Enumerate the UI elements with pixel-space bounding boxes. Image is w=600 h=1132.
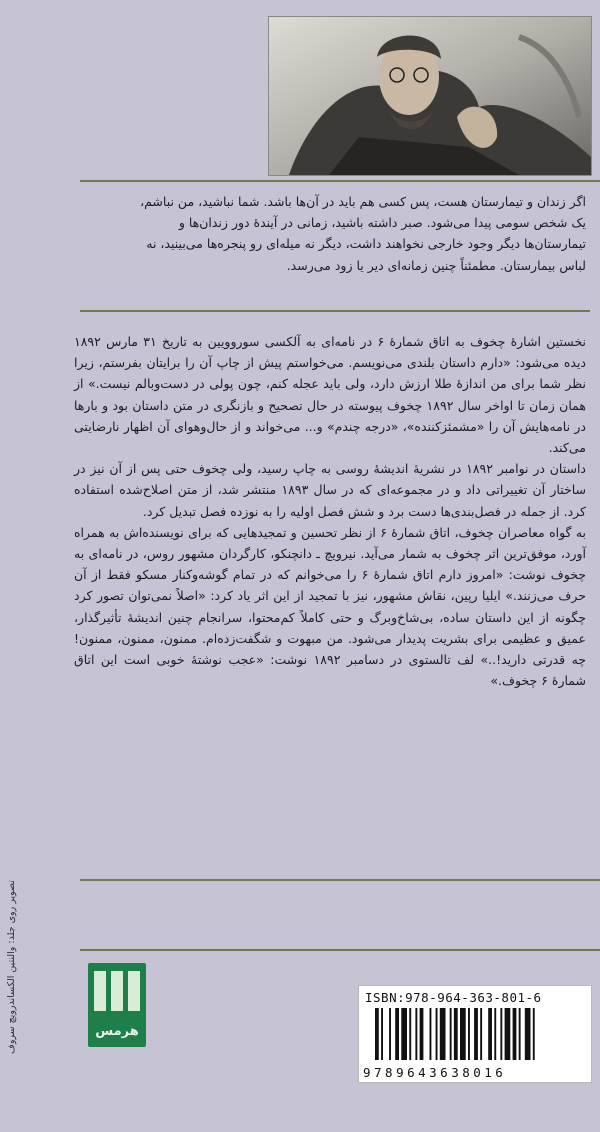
author-portrait (268, 16, 592, 176)
divider-lower (80, 879, 600, 881)
quote-line: یک شخص سومی پیدا می‌شود. صبر داشته باشید، زمانی در آیندهٔ دور زندان‌ها و (178, 215, 586, 231)
publisher-name: هرمس (95, 1024, 139, 1039)
divider-bottom (80, 949, 600, 951)
publisher-logo-icon (88, 963, 146, 1047)
quote-line: اگر زندان و تیمارستان هست، پس کسی هم باید در آن‌ها باشد. شما نباشید، من نباشم، (140, 194, 586, 209)
quote-line: لباس بیمارستان. مطمئناً چنین زمانه‌ای دیر یا زود می‌رسد. (286, 257, 586, 273)
description-block (74, 331, 586, 691)
cover-credit: تصویر روی جلد: والنتین الکساندرویچ سروف (6, 880, 17, 1054)
barcode-digits: 9789643638016 (363, 1065, 507, 1080)
portrait-illustration-icon (269, 17, 591, 175)
divider-middle (80, 310, 590, 312)
isbn-barcode (358, 985, 592, 1083)
quote-line: تیمارستان‌ها دیگر وجود خارجی نخواهند داشت، دیگر نه میله‌ای رو پنجره‌ها می‌بینید، نه (146, 236, 586, 252)
divider-top (80, 180, 600, 182)
paragraph: به گواه معاصران چخوف، اتاق شمارهٔ ۶ از نظر تحسین و تمجیدهایی که برای نویسنده‌اش به همراه آورد، موفق‌ترین اثر چخوف به شمار می‌آید. نیرویچ ـ دانچنکو، کارگردان مشهور روس، در نامه‌ای به چخوف نوشت: «امروز دارم اتاق شمارهٔ ۶ را می‌خوانم که در تمام گوشه‌وکنار مسکو فقط از آن حرف می‌زنند.» ایلیا رپین، نقاش مشهور، نیز با تمجید از این اثر یاد کرد: «اصلاً نمی‌توان تصور کرد چگونه از این داستان ساده، بی‌شاخ‌وبرگ و حتی کاملاً کم‌محتوا، سرانجام چنین اندیشهٔ تأثیرگذار، عمیق و عظیمی برای بشریت پدیدار می‌شود. من مبهوت و شگفت‌زده‌ام. ممنون، ممنون، ممنون! چه قدرتی دارید!..» لف تالستوی در دسامبر ۱۸۹۲ نوشت: «عجب نوشتهٔ خوبی است این اتاق شمارهٔ ۶ چخوف.» (74, 524, 587, 689)
paragraph: نخستین اشارهٔ چخوف به اتاق شمارهٔ ۶ در نامه‌ای به آلکسی سوروویین به تاریخ ۳۱ مارس ۱۸۹۲ دیده می‌شود: «دارم داستان بلندی می‌نویسم. می‌خواستم پیش از چاپ آن را برایتان بفرستم، زیرا نظر شما برای من اندازهٔ طلا ارزش دارد، ولی باید عجله کنم، چون پولی در دست‌وبالم نیست.» از همان زمان تا اواخر سال ۱۸۹۲ چخوف پیوسته در حال تصحیح و بازنگری در متن داستان بود و بارها در نامه‌هایش آن را «مشمئزکننده»، «درجه چندم» و... می‌خواند و از حال‌وهوای آن اظهار نارضایتی می‌کند. (74, 334, 586, 456)
isbn-label: ISBN:978-964-363-801-6 (365, 990, 542, 1005)
barcode-icon (375, 1008, 579, 1060)
paragraph: داستان در نوامبر ۱۸۹۲ در نشریهٔ اندیشهٔ روسی به چاپ رسید، ولی چخوف حتی پس از آن نیز در ساختار آن تغییراتی داد و در مجموعه‌ای که در سال ۱۸۹۳ منتشر شد، از متن اصلاح‌شده استفاده کرد. از جمله در فصل‌بندی‌ها دست برد و شش فصل اولیه را به نوزده فصل تبدیل کرد. (74, 461, 586, 519)
logo-bars-icon (94, 971, 140, 1017)
quote-block (74, 191, 586, 276)
